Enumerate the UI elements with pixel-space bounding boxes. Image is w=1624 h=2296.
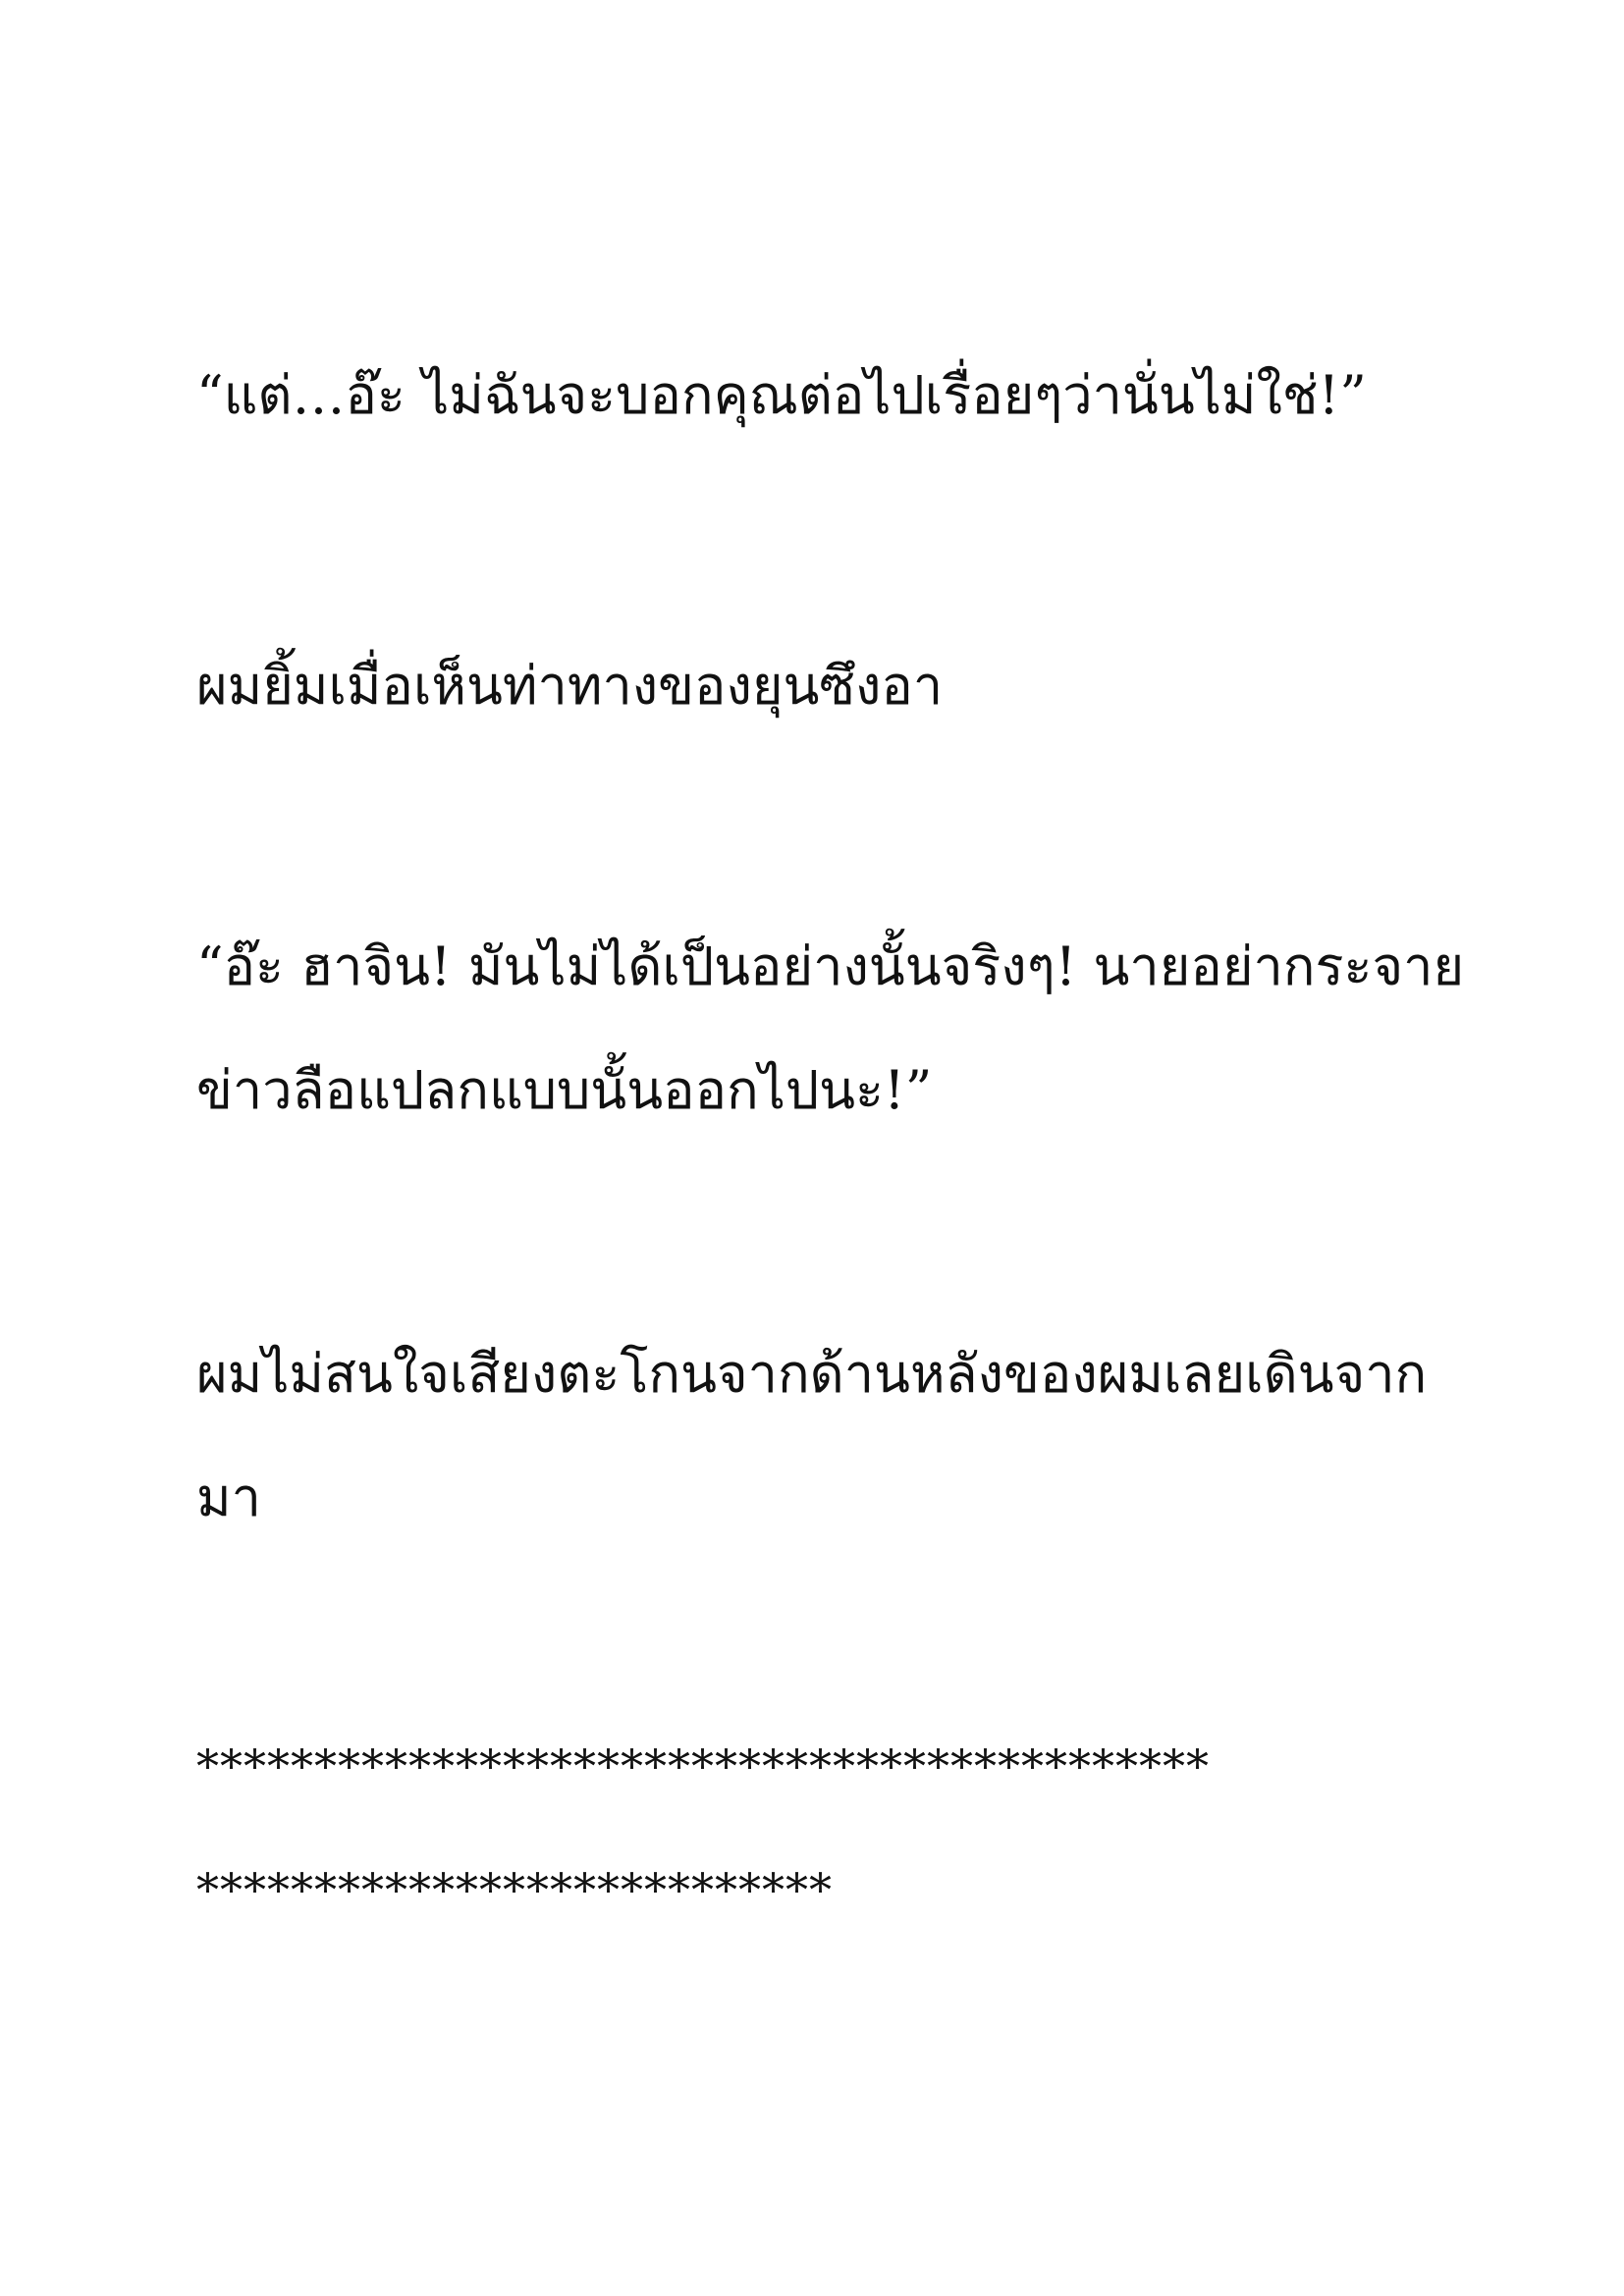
section-separator xyxy=(196,1704,1453,1951)
narration-paragraph-1 xyxy=(196,624,1453,748)
dialogue-paragraph-2 xyxy=(196,905,1465,1152)
narration-paragraph-2 xyxy=(196,1312,1453,1560)
text-line: ผมไม่สนใจเสียงตะโกนจากด้านหลังของผมเลยเดินจาก xyxy=(196,1343,1428,1405)
separator-line: ******************************************* xyxy=(196,1739,1210,1792)
text-line: มา xyxy=(196,1467,261,1528)
text-line: “อ๊ะ ฮาจิน! มันไม่ได้เป็นอย่างนั้นจริงๆ! นายอย่ากระจาย xyxy=(196,935,1465,997)
dialogue-paragraph-1 xyxy=(196,334,1453,457)
separator-line: *************************** xyxy=(196,1863,833,1916)
text-line: ผมยิ้มเมื่อเห็นท่าทางของยุนซึงอา xyxy=(196,655,944,717)
text-line: “แต่…อ๊ะ ไม่ฉันจะบอกคุณต่อไปเรื่อยๆว่านั่นไม่ใช่!” xyxy=(196,364,1367,426)
text-line: ข่าวลือแปลกแบบนั้นออกไปนะ!” xyxy=(196,1059,933,1121)
